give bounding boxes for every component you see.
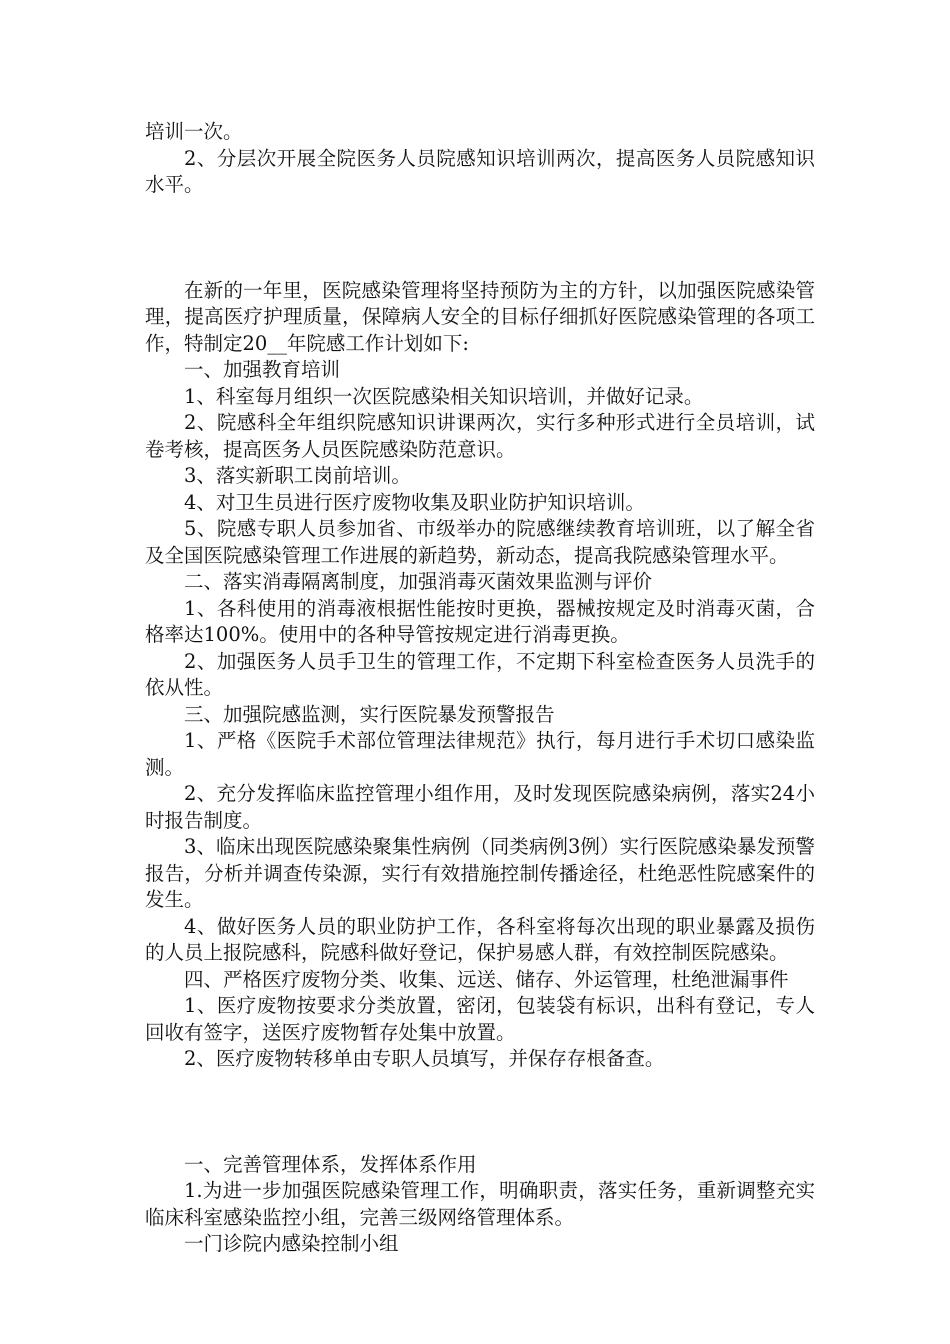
heading-management-system: 一、完善管理体系，发挥体系作用 [184, 1152, 477, 1176]
section-a [145, 119, 815, 199]
paragraph: 3、临床出现医院感染聚集性病例（同类病例3例）实行医院感染暴发预警报告，分析并调查传染源，实行有效措施控制传播途径，杜绝恶性院感案件的发生。 [145, 835, 815, 911]
paragraph: 4、做好医务人员的职业防护工作，各科室将每次出现的职业暴露及损伤的人员上报院感科，院感科做好登记，保护易感人群，有效控制医院感染。 [145, 914, 815, 964]
paragraph: 2、医疗废物转移单由专职人员填写，并保存存根备查。 [184, 1047, 665, 1070]
paragraph: 培训一次。 [145, 120, 243, 143]
paragraph: 5、院感专职人员参加省、市级举办的院感继续教育培训班，以了解全省及全国医院感染管理工作进展的新趋势，新动态，提高我院感染管理水平。 [145, 517, 815, 567]
section-c [145, 1152, 815, 1258]
heading-medical-waste: 四、严格医疗废物分类、收集、远送、储存、外运管理，杜绝泄漏事件 [184, 967, 789, 991]
paragraph: 2、院感科全年组织院感知识讲课两次，实行多种形式进行全员培训，试卷考核，提高医务人员医院感染防范意识。 [145, 411, 815, 461]
paragraph: 4、对卫生员进行医疗废物收集及职业防护知识培训。 [184, 490, 645, 514]
paragraph: 2、充分发挥临床监控管理小组作用，及时发现医院感染病例，落实24小时报告制度。 [145, 782, 815, 832]
paragraph: 2、加强医务人员手卫生的管理工作，不定期下科室检查医务人员洗手的依从性。 [145, 649, 815, 699]
section-spacer [145, 1073, 815, 1152]
intro-paragraph: 在新的一年里，医院感染管理将坚持预防为主的方针，以加强医院感染管理，提高医疗护理质量，保障病人安全的目标仔细抓好医院感染管理的各项工作，特制定20__年院感工作计划如下: [145, 278, 815, 355]
paragraph: 1、科室每月组织一次医院感染相关知识培训，并做好记录。 [184, 384, 704, 408]
document-body [145, 119, 815, 1258]
section-spacer [145, 199, 815, 278]
paragraph: 1、严格《医院手术部位管理法律规范》执行，每月进行手术切口感染监测。 [145, 729, 815, 779]
section-b [145, 278, 815, 1073]
paragraph: 3、落实新职工岗前培训。 [184, 464, 411, 487]
heading-monitoring: 三、加强院感监测，实行医院暴发预警报告 [184, 702, 555, 726]
paragraph: 1、各科使用的消毒液根据性能按时更换，器械按规定及时消毒灭菌，合格率达100%。使用中的各种导管按规定进行消毒更换。 [145, 596, 815, 646]
heading-education: 一、加强教育培训 [184, 358, 341, 381]
paragraph: 1.为进一步加强医院感染管理工作，明确职责，落实任务，重新调整充实临床科室感染监控小组，完善三级网络管理体系。 [145, 1179, 815, 1229]
heading-disinfection: 二、落实消毒隔离制度，加强消毒灭菌效果监测与评价 [184, 570, 653, 593]
paragraph: 1、医疗废物按要求分类放置，密闭，包装袋有标识，出科有登记，专人回收有签字，送医疗废物暂存处集中放置。 [145, 994, 815, 1044]
paragraph: 2、分层次开展全院医务人员院感知识培训两次，提高医务人员院感知识水平。 [145, 146, 815, 196]
paragraph: 一门诊院内感染控制小组 [184, 1232, 399, 1255]
